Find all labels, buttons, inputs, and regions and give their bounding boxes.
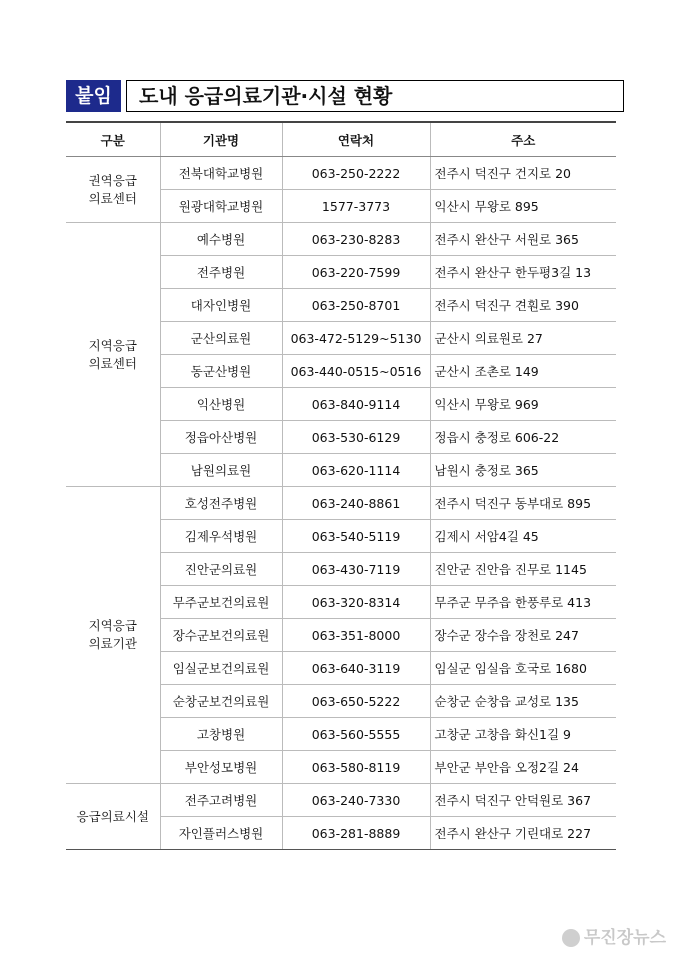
address-cell: 무주군 무주읍 한풍루로 413 — [430, 586, 616, 619]
watermark-logo-icon — [562, 929, 580, 947]
address-cell: 고창군 고창읍 화신1길 9 — [430, 718, 616, 751]
institution-name-cell: 정읍아산병원 — [160, 421, 282, 454]
title-row — [66, 80, 612, 112]
contact-cell: 063-250-8701 — [282, 289, 430, 322]
contact-cell: 063-650-5222 — [282, 685, 430, 718]
category-line: 지역응급 — [88, 337, 137, 353]
institution-name-cell: 장수군보건의료원 — [160, 619, 282, 652]
contact-cell: 063-351-8000 — [282, 619, 430, 652]
facility-table — [66, 121, 616, 850]
address-cell: 익산시 무왕로 969 — [430, 388, 616, 421]
category-line: 응급의료시설 — [76, 808, 149, 824]
contact-cell: 063-530-6129 — [282, 421, 430, 454]
address-cell: 전주시 덕진구 동부대로 895 — [430, 487, 616, 520]
institution-name-cell: 동군산병원 — [160, 355, 282, 388]
address-cell: 전주시 덕진구 견훤로 390 — [430, 289, 616, 322]
institution-name-cell: 남원의료원 — [160, 454, 282, 487]
institution-name-cell: 군산의료원 — [160, 322, 282, 355]
address-cell: 전주시 완산구 서원로 365 — [430, 223, 616, 256]
category-line: 의료센터 — [88, 355, 137, 371]
contact-cell: 063-540-5119 — [282, 520, 430, 553]
institution-name-cell: 호성전주병원 — [160, 487, 282, 520]
institution-name-cell: 익산병원 — [160, 388, 282, 421]
table-body — [66, 157, 616, 850]
address-cell: 남원시 충정로 365 — [430, 454, 616, 487]
header-address: 주소 — [430, 122, 616, 157]
table-row — [66, 223, 616, 256]
table-row — [66, 784, 616, 817]
contact-cell: 063-320-8314 — [282, 586, 430, 619]
category-line: 의료센터 — [88, 190, 137, 206]
institution-name-cell: 전북대학교병원 — [160, 157, 282, 190]
institution-name-cell: 순창군보건의료원 — [160, 685, 282, 718]
contact-cell: 063-620-1114 — [282, 454, 430, 487]
category-cell — [66, 223, 160, 487]
address-cell: 익산시 무왕로 895 — [430, 190, 616, 223]
institution-name-cell: 자인플러스병원 — [160, 817, 282, 850]
address-cell: 군산시 조촌로 149 — [430, 355, 616, 388]
institution-name-cell: 원광대학교병원 — [160, 190, 282, 223]
address-cell: 임실군 임실읍 호국로 1680 — [430, 652, 616, 685]
contact-cell: 063-240-7330 — [282, 784, 430, 817]
institution-name-cell: 전주고려병원 — [160, 784, 282, 817]
category-line: 권역응급 — [88, 172, 137, 188]
contact-cell: 063-440-0515~0516 — [282, 355, 430, 388]
page-title: 도내 응급의료기관·시설 현황 — [126, 80, 624, 112]
table-header-row — [66, 122, 616, 157]
contact-cell: 063-472-5129~5130 — [282, 322, 430, 355]
address-cell: 장수군 장수읍 장천로 247 — [430, 619, 616, 652]
header-category: 구분 — [66, 122, 160, 157]
contact-cell: 063-220-7599 — [282, 256, 430, 289]
institution-name-cell: 고창병원 — [160, 718, 282, 751]
institution-name-cell: 부안성모병원 — [160, 751, 282, 784]
category-line: 의료기관 — [88, 636, 137, 651]
table-row — [66, 157, 616, 190]
address-cell: 부안군 부안읍 오정2길 24 — [430, 751, 616, 784]
address-cell: 정읍시 충정로 606-22 — [430, 421, 616, 454]
institution-name-cell: 진안군의료원 — [160, 553, 282, 586]
category-cell — [66, 157, 160, 223]
institution-name-cell: 김제우석병원 — [160, 520, 282, 553]
watermark-text: 무진장뉴스 — [583, 928, 666, 948]
contact-cell: 063-250-2222 — [282, 157, 430, 190]
contact-cell: 063-840-9114 — [282, 388, 430, 421]
category-cell — [66, 784, 160, 850]
category-line: 지역응급 — [88, 618, 137, 633]
contact-cell: 1577-3773 — [282, 190, 430, 223]
contact-cell: 063-640-3119 — [282, 652, 430, 685]
contact-cell: 063-240-8861 — [282, 487, 430, 520]
address-cell: 전주시 덕진구 건지로 20 — [430, 157, 616, 190]
watermark — [562, 923, 666, 948]
contact-cell: 063-230-8283 — [282, 223, 430, 256]
institution-name-cell: 임실군보건의료원 — [160, 652, 282, 685]
address-cell: 군산시 의료원로 27 — [430, 322, 616, 355]
address-cell: 전주시 완산구 기린대로 227 — [430, 817, 616, 850]
contact-cell: 063-580-8119 — [282, 751, 430, 784]
address-cell: 전주시 덕진구 안덕원로 367 — [430, 784, 616, 817]
address-cell: 순창군 순창읍 교성로 135 — [430, 685, 616, 718]
attachment-badge: 붙임 — [66, 80, 121, 112]
institution-name-cell: 무주군보건의료원 — [160, 586, 282, 619]
table-row — [66, 487, 616, 520]
institution-name-cell: 전주병원 — [160, 256, 282, 289]
header-contact: 연락처 — [282, 122, 430, 157]
contact-cell: 063-281-8889 — [282, 817, 430, 850]
address-cell: 진안군 진안읍 진무로 1145 — [430, 553, 616, 586]
institution-name-cell: 예수병원 — [160, 223, 282, 256]
address-cell: 전주시 완산구 한두평3길 13 — [430, 256, 616, 289]
header-institution: 기관명 — [160, 122, 282, 157]
contact-cell: 063-430-7119 — [282, 553, 430, 586]
institution-name-cell: 대자인병원 — [160, 289, 282, 322]
category-cell — [66, 487, 160, 784]
address-cell: 김제시 서암4길 45 — [430, 520, 616, 553]
contact-cell: 063-560-5555 — [282, 718, 430, 751]
